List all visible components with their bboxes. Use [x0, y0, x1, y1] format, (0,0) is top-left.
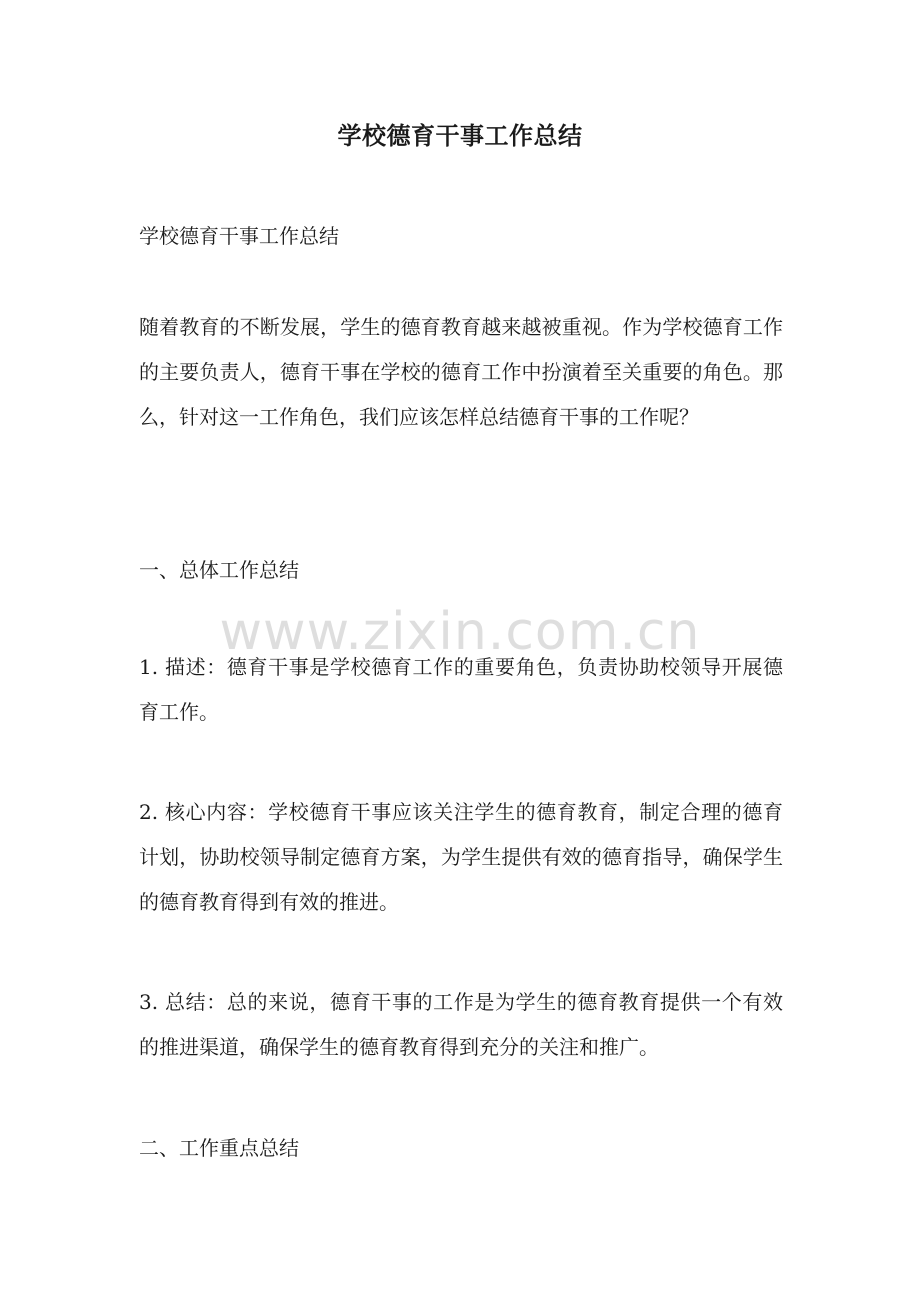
list-item-summary: 3. 总结：总的来说，德育干事的工作是为学生的德育教育提供一个有效的推进渠道，确保学生的德育教育得到充分的关注和推广。	[139, 990, 783, 1059]
section-heading-overall: 一、总体工作总结	[139, 558, 299, 582]
section-heading-key-points: 二、工作重点总结	[139, 1136, 299, 1160]
document-title: 学校德育干事工作总结	[337, 121, 583, 150]
document-subtitle: 学校德育干事工作总结	[139, 224, 339, 248]
list-item-core-content: 2. 核心内容：学校德育干事应该关注学生的德育教育，制定合理的德育计划，协助校领导制定德育方案，为学生提供有效的德育指导，确保学生的德育教育得到有效的推进。	[139, 800, 783, 914]
intro-paragraph: 随着教育的不断发展，学生的德育教育越来越被重视。作为学校德育工作的主要负责人，德育干事在学校的德育工作中扮演着至关重要的角色。那么，针对这一工作角色，我们应该怎样总结德育干事的工作呢？	[139, 315, 783, 429]
list-item-description: 1. 描述：德育干事是学校德育工作的重要角色，负责协助校领导开展德育工作。	[139, 655, 783, 724]
watermark: www.zixin.com.cn	[219, 602, 701, 662]
